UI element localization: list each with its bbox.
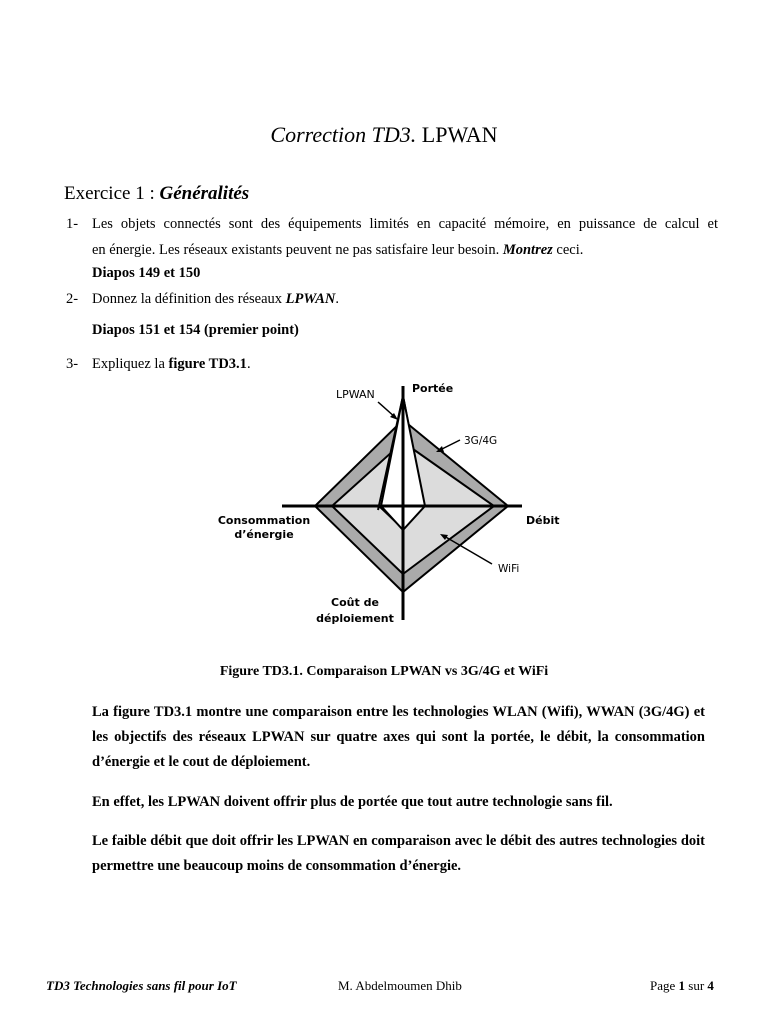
exercise-label: Exercice 1 : [64,183,155,204]
figure-caption: Figure TD3.1. Comparaison LPWAN vs 3G/4G et WiFi [219,664,549,679]
paragraph-2: En effet, les LPWAN doivent offrir plus de portée que tout autre technologie sans fil. [92,794,613,810]
answer-1: Diapos 149 et 150 [92,265,201,281]
question-emphasis: LPWAN [285,291,336,307]
question-number: 1- [66,216,79,232]
question-text: en énergie. Les réseaux existants peuvent ne pas satisfaire leur besoin. [92,242,500,258]
exercise-heading [64,183,249,205]
comparison-figure [212,378,560,640]
question-emphasis: figure TD3.1 [168,356,247,372]
page-separator: sur [688,978,705,993]
paragraph-1: La figure TD3.1 montre une comparaison entre les technologies WLAN (Wifi), WWAN (3G/4G) et les objectifs des réseaux LPWAN sur quatre axes qui sont la portée, le débit, la consommation d’énergie et le cout de déploiement. [92,704,705,770]
exercise-topic: Généralités [159,183,250,204]
label-consommation: Consommation [217,514,311,527]
question-3 [66,351,251,377]
paragraph-3: Le faible débit que doit offrir les LPWAN en comparaison avec le débit des autres technologies doit permettre une beaucoup moins de consommation d’énergie. [92,833,705,874]
label-portee: Portée [412,382,454,395]
label-energie: d’énergie [234,528,294,541]
page-current: 1 [678,978,686,993]
question-text: Donnez la définition des réseaux [92,291,283,307]
question-text-line [92,237,718,263]
question-number: 3- [66,356,79,372]
title-italic: Correction TD3. [270,122,417,147]
footer-page-number [650,978,714,994]
question-text-line: Les objets connectés sont des équipements limités en capacité mémoire, en puissance de calcul et [92,216,718,232]
label-deploiement: déploiement [316,612,394,625]
label-wifi: WiFi [498,563,520,575]
label-3g4g: 3G/4G [464,435,498,447]
page-title [0,122,768,148]
answer-2: Diapos 151 et 154 (premier point) [92,322,299,338]
page-total: 4 [707,978,714,993]
footer-course: TD3 Technologies sans fil pour IoT [46,978,237,993]
label-cout: Coût de [331,596,379,609]
question-emphasis: Montrez [502,242,553,258]
question-number: 2- [66,291,79,307]
question-text: Expliquez la [92,356,165,372]
footer-author: M. Abdelmoumen Dhib [338,978,462,993]
3g4g-arrow [440,440,460,450]
label-lpwan: LPWAN [336,388,375,401]
question-text: ceci. [556,242,584,258]
question-2 [66,286,339,312]
page-prefix: Page [650,978,676,993]
question-text: . [246,356,251,372]
question-1 [66,211,718,258]
question-text: . [335,291,339,307]
title-main: LPWAN [421,122,498,147]
label-debit: Débit [526,514,560,527]
